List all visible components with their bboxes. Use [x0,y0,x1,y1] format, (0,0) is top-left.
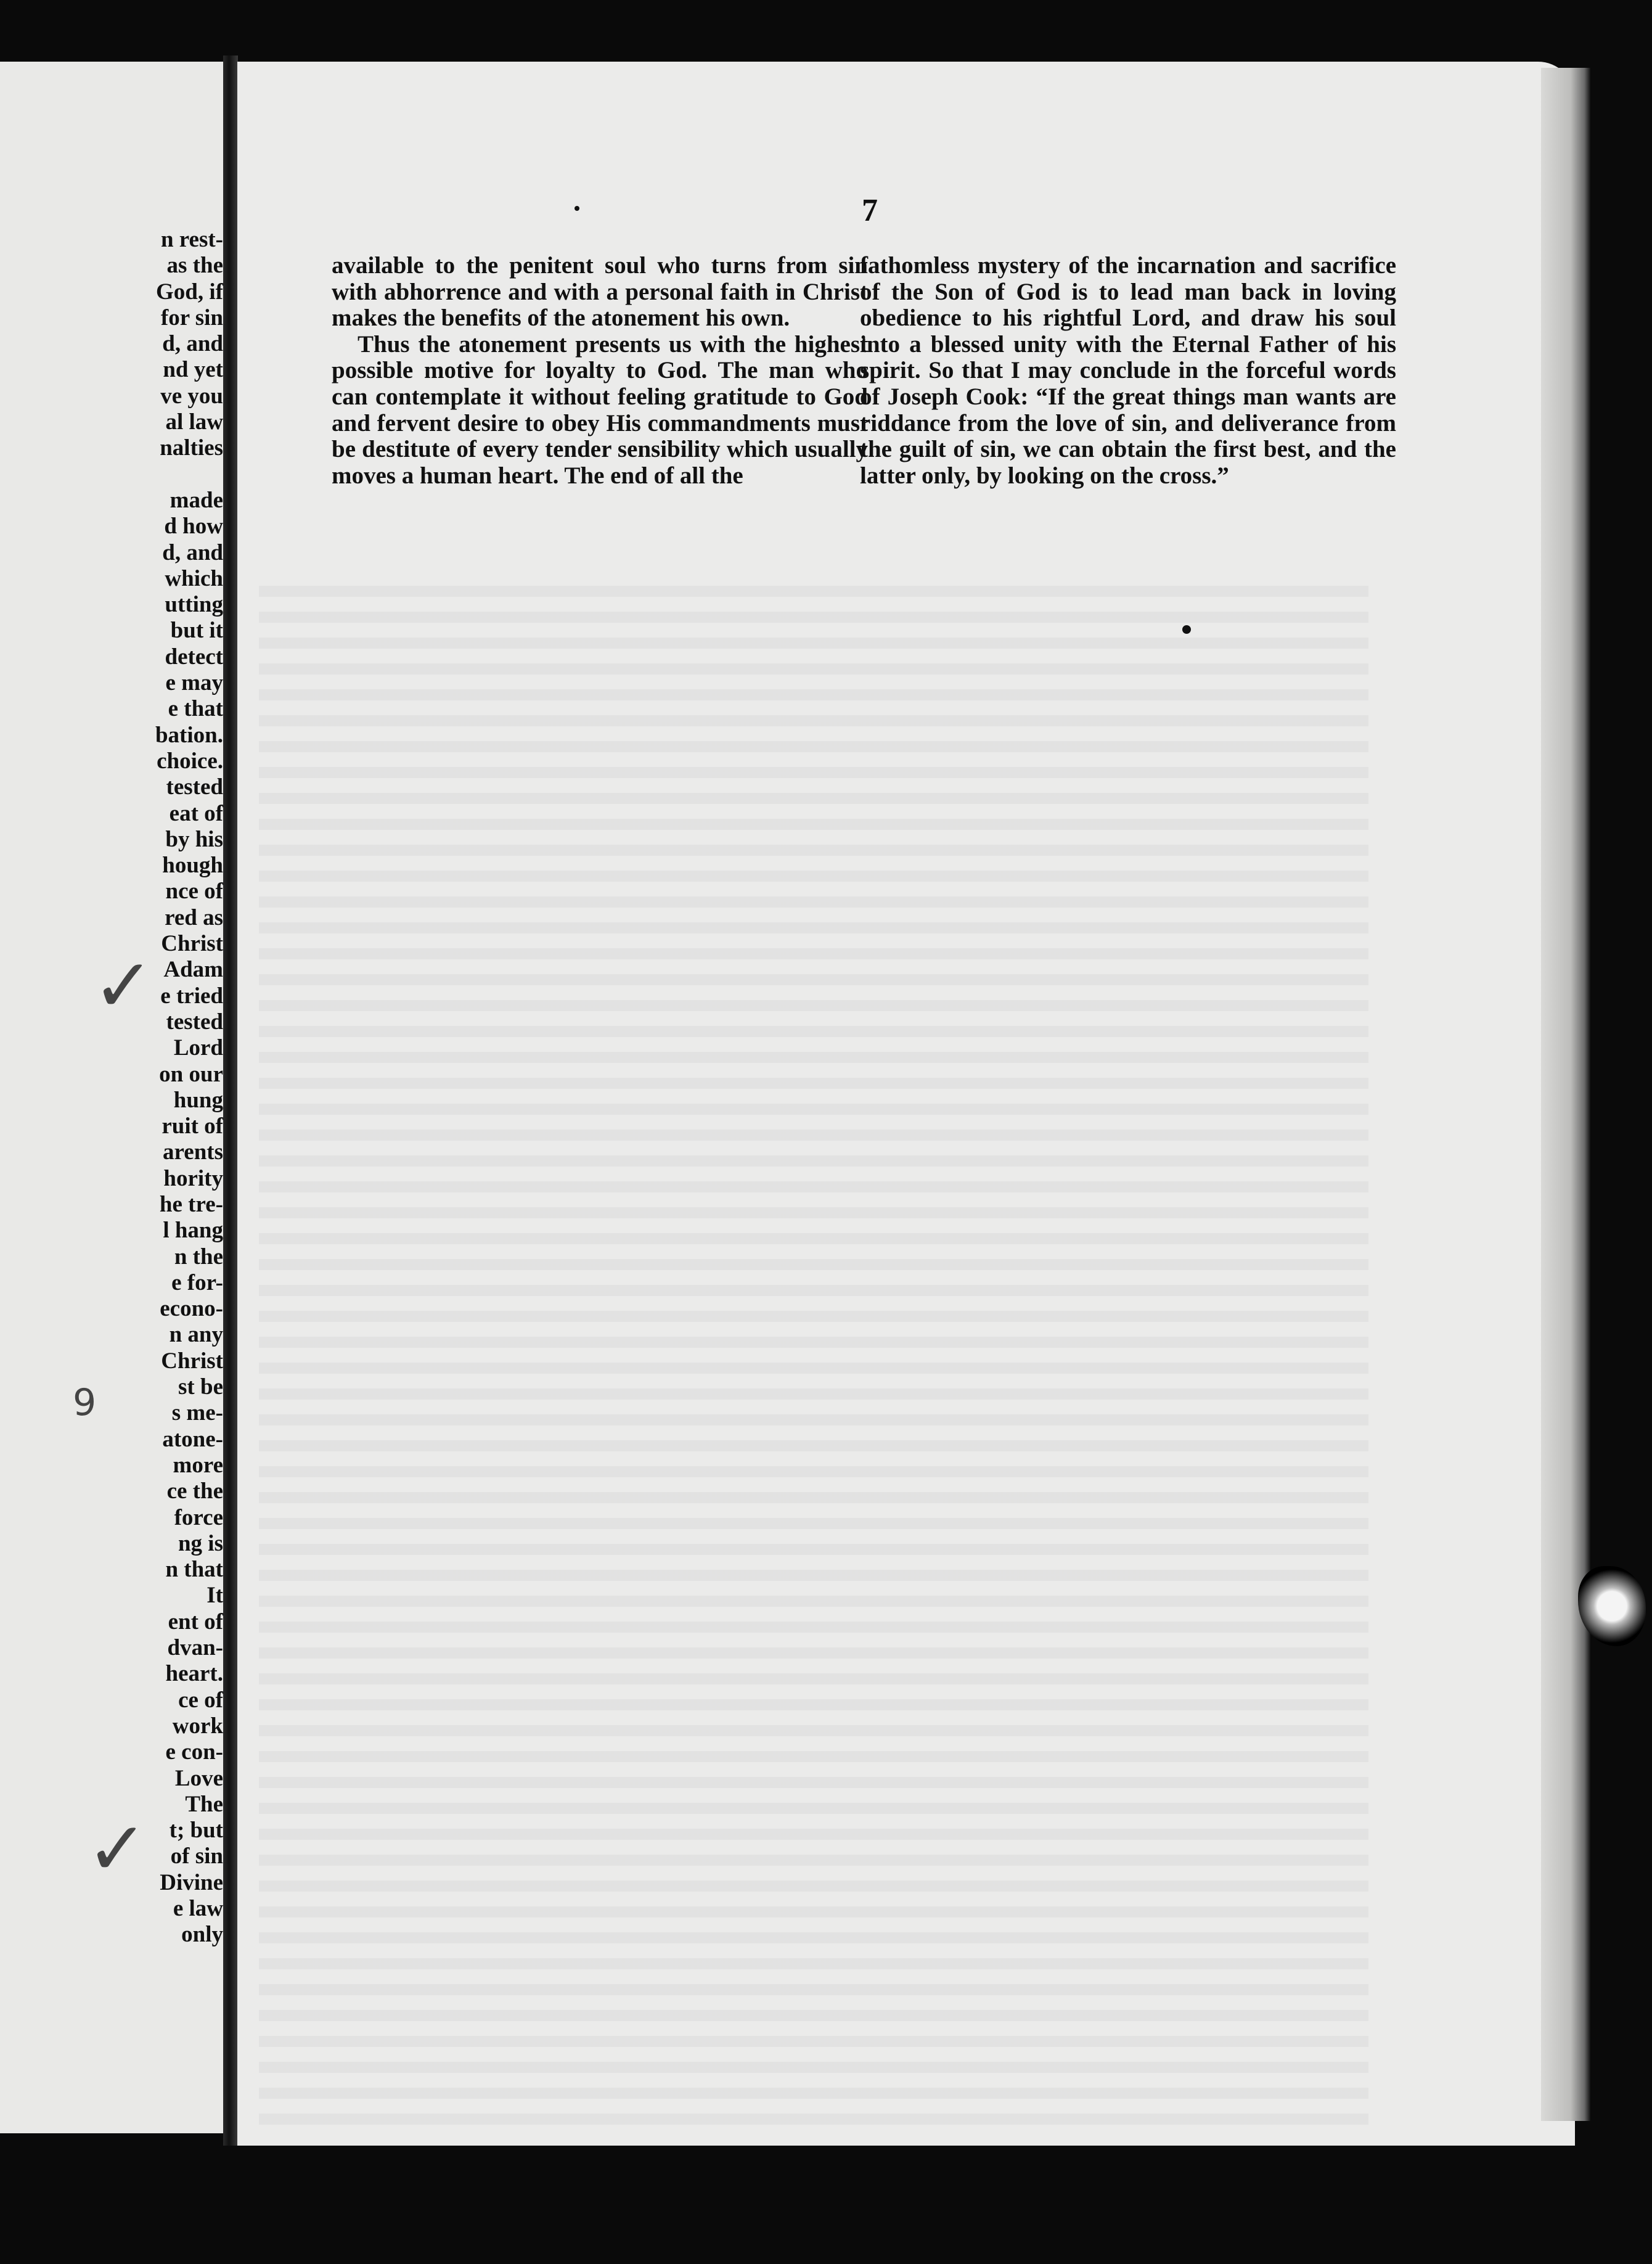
ink-speck [1182,625,1191,634]
left-page-line: ce the [166,1479,223,1504]
left-page-text [1,227,223,1948]
left-page-line: tested [166,1009,223,1035]
left-page-line: as the [166,253,223,279]
left-page-line: n the [174,1244,223,1269]
book-gutter [223,55,238,2146]
left-page-line: bation. [155,722,223,748]
ink-speck [575,206,579,211]
paragraph: fathomless mystery of the incarnation and sacrifice of the Son of God is to lead man back in loving obedience to his rightful Lord, and draw his soul into a blessed unity with the Eternal Father of his spirit. So that I may conclude in the forceful words of Joseph Cook: “If the great things man wants are riddance from the love of sin, and deliverance from the guilt of sin, we can obtain the first best, and the latter only, by looking on the cross.” [860,252,1396,489]
paragraph: Thus the atonement presents us with the highest possible motive for loyalty to God. The man who can contemplate it without feeling gratitude to God and fervent desire to obey His commandments must be destitute of every tender sensibility which usually moves a human heart. The end of all the [332,330,868,489]
check-mark-icon: ✓ [86,1807,149,1892]
left-page-line: Divine [160,1869,223,1895]
left-page-line: eat of [169,800,223,826]
left-page-line: n any [169,1322,223,1348]
left-page-line: st be [178,1374,223,1400]
left-page-line: s me- [171,1400,223,1426]
left-page-line: nd yet [163,357,223,383]
left-page-line [1,462,223,488]
left-page-line: Lord [173,1035,223,1061]
left-page-line: choice. [157,748,223,774]
left-page-line: tested [166,774,223,800]
left-page-line: detect [165,644,223,670]
text-column-left [332,253,868,489]
left-page-line: Love [174,1765,223,1791]
left-page-line: red as [165,904,223,930]
left-page-line: hough [162,853,223,879]
left-page-line: l hang [163,1218,223,1244]
left-page-line: d, and [162,539,223,565]
left-page-line: e that [168,696,223,722]
page-edge [1541,68,1590,2121]
left-page-line: of sin [170,1844,223,1869]
check-mark-icon: ✓ [92,943,155,1029]
left-page-line: ng is [178,1530,223,1556]
left-page-line: n rest- [160,227,223,252]
left-page-line: made [170,487,223,513]
handwritten-mark: 9 [73,1381,97,1424]
left-page-line: Christ [161,1348,223,1374]
left-page-line: hority [163,1165,223,1191]
left-page-line: ent of [168,1609,223,1634]
left-page-line: e tried [160,983,223,1009]
left-page-line: e for- [171,1269,223,1295]
left-page-line: al law [165,409,223,435]
left-page-line: dvan- [167,1635,223,1661]
left-page-line: only [181,1922,223,1948]
left-page-line: for sin [160,305,223,330]
left-page-line: e may [165,670,223,696]
left-page-line: It [206,1583,223,1609]
left-page-line: ruit of [162,1114,223,1139]
page-number: 7 [862,193,878,228]
bleed-through-text [259,586,1368,2127]
left-page-line: arents [163,1139,223,1165]
left-page-line: by his [165,826,223,852]
left-page-line: n that [165,1557,223,1583]
left-page-line: ve you [160,383,223,409]
left-page-line: heart. [165,1661,223,1687]
left-page-line: econo- [160,1296,223,1322]
left-page-line: God, if [156,279,223,305]
left-page-line: d how [164,514,223,539]
text-column-right [860,253,1396,489]
left-page-line: Christ [161,931,223,957]
left-page-line: d, and [162,331,223,357]
left-page-line: utting [165,592,223,618]
left-page-line: which [165,565,223,591]
left-page-line: force [174,1504,223,1530]
paragraph: available to the penitent soul who turns from sin with abhorrence and with a personal faith in Christ makes the benefits of the atonement his own. [332,252,868,332]
left-page-line: e law [173,1896,223,1921]
left-page-line: on our [159,1061,223,1087]
left-page-line: more [173,1452,223,1478]
left-page-line: work [172,1713,223,1739]
left-page-line: but it [170,618,223,644]
left-page-line: Adam [163,957,223,983]
left-page-line: hung [173,1087,223,1113]
left-page-line: The [185,1791,223,1817]
left-page-line: ce of [178,1687,223,1713]
left-page-line: atone- [162,1426,223,1452]
left-page-line: he tre- [159,1191,223,1217]
left-page-line: nce of [165,879,223,904]
left-page-line: nalties [160,435,223,461]
left-page-line: t; but [169,1818,223,1844]
left-page-line: e con- [165,1739,223,1765]
